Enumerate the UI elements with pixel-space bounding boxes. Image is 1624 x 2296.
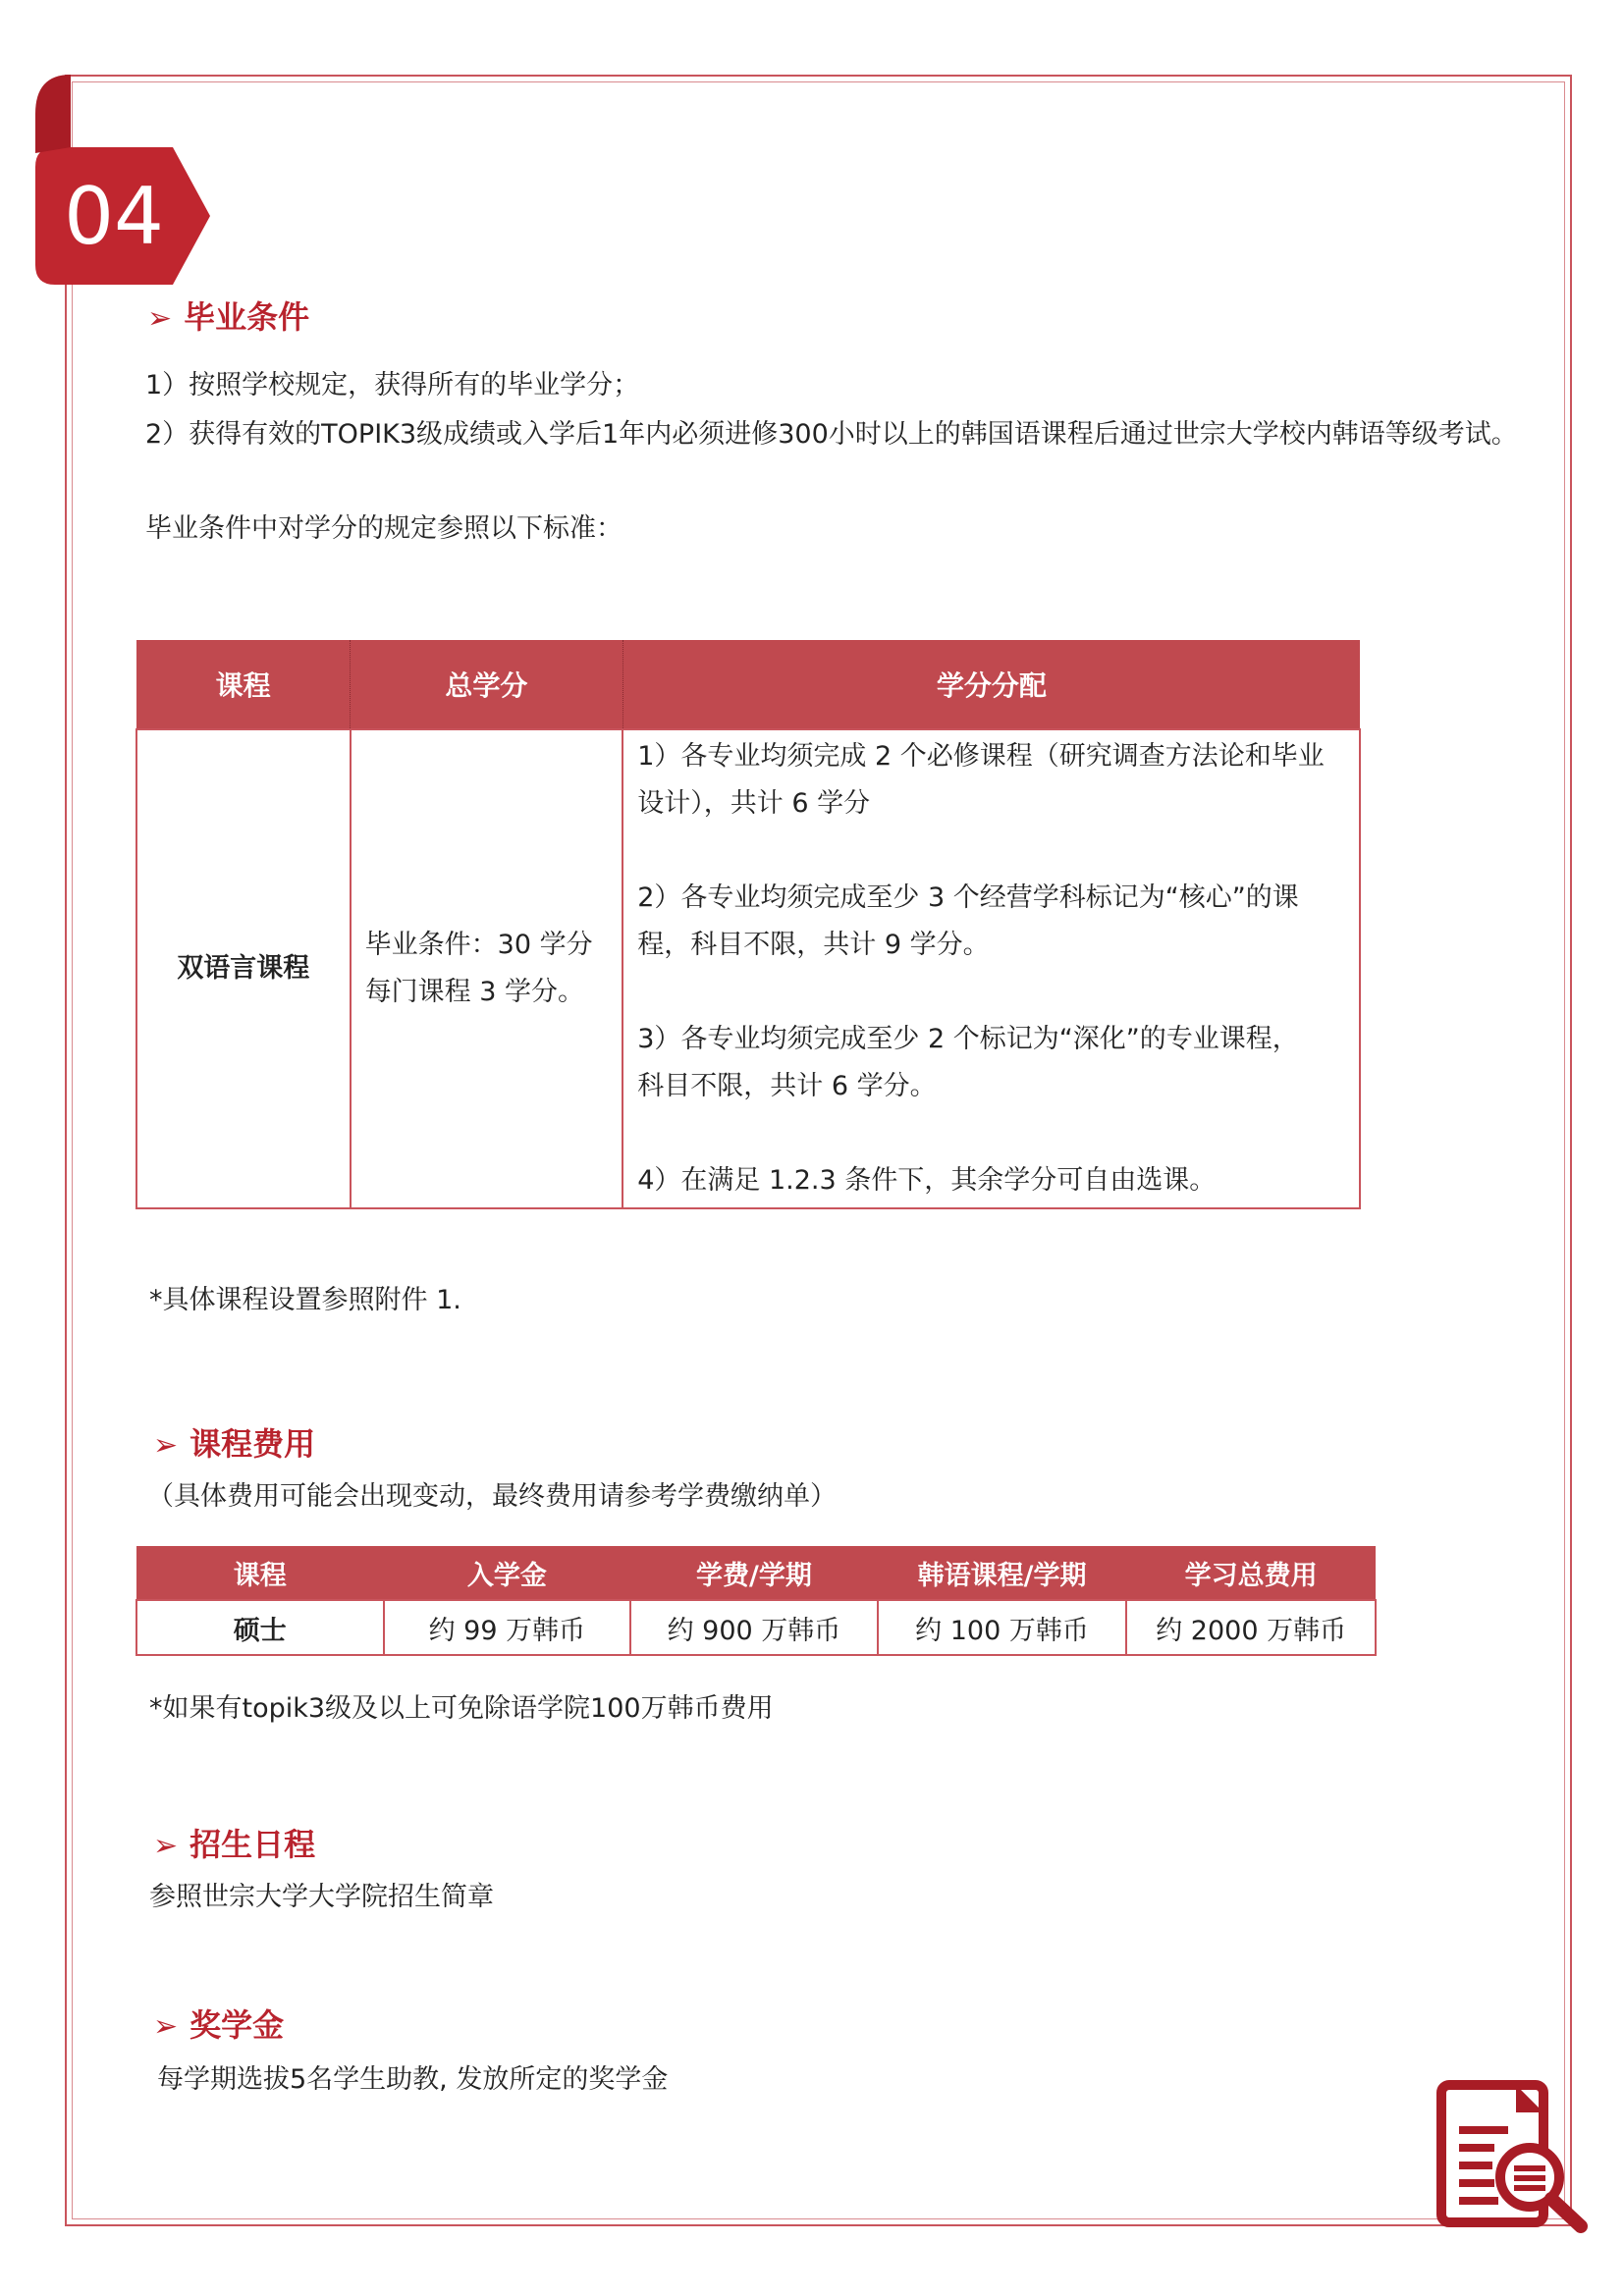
badge-fold-icon [35, 75, 75, 153]
fee-cell: 约 900 万韩币 [630, 1600, 878, 1655]
header-total-credits: 总学分 [351, 640, 623, 729]
total-credits-line: 毕业条件：30 学分 [364, 930, 593, 960]
header-course: 课程 [136, 640, 351, 729]
arrow-bullet-icon: ➢ [153, 1428, 179, 1463]
fee-cell: 约 2000 万韩币 [1126, 1600, 1376, 1655]
fee-header: 学习总费用 [1126, 1546, 1376, 1600]
table-row [136, 729, 1360, 1208]
fees-footnote: *如果有topik3级及以上可免除语学院100万韩币费用 [149, 1693, 774, 1724]
course-name: 双语言课程 [136, 729, 351, 1208]
fee-cell: 硕士 [136, 1600, 384, 1655]
credit-allocation [623, 729, 1360, 1208]
allocation-item-2: 2）各专业均须完成至少 3 个经营学科标记为“核心”的课 程，科目不限，共计 9 学分。 [637, 882, 1299, 960]
fees-table [135, 1546, 1377, 1656]
section-title-schedule: ➢ 招生日程 [153, 1826, 316, 1863]
credit-table-header [136, 640, 1360, 729]
fee-header: 课程 [136, 1546, 384, 1600]
document-search-icon [1435, 2079, 1593, 2236]
credit-footnote: *具体课程设置参照附件 1. [149, 1285, 461, 1315]
schedule-text: 参照世宗大学大学院招生简章 [149, 1882, 494, 1912]
fee-header: 韩语课程/学期 [878, 1546, 1127, 1600]
credit-table [135, 640, 1361, 1209]
arrow-bullet-icon: ➢ [153, 1829, 179, 1863]
allocation-item-1: 1）各专业均须完成 2 个必修课程（研究调查方法论和毕业 设计），共计 6 学分 [637, 741, 1325, 819]
page-number: 04 [64, 170, 164, 262]
section-title-scholarship: ➢ 奖学金 [153, 2006, 285, 2044]
total-credits-line: 每门课程 3 学分。 [364, 977, 584, 1007]
fee-cell: 约 100 万韩币 [878, 1600, 1127, 1655]
fees-subtitle: （具体费用可能会出现变动，最终费用请参考学费缴纳单） [147, 1481, 837, 1512]
fee-cell: 约 99 万韩币 [384, 1600, 631, 1655]
arrow-bullet-icon: ➢ [147, 301, 173, 336]
graduation-item-1: 1）按照学校规定，获得所有的毕业学分； [145, 370, 640, 400]
arrow-bullet-icon: ➢ [153, 2009, 179, 2044]
fee-header: 学费/学期 [630, 1546, 878, 1600]
section-title-fees: ➢ 课程费用 [153, 1425, 316, 1463]
header-allocation: 学分分配 [623, 640, 1360, 729]
fee-header: 入学金 [384, 1546, 631, 1600]
allocation-item-3: 3）各专业均须完成至少 2 个标记为“深化”的专业课程， 科目不限，共计 6 学分。 [637, 1024, 1299, 1101]
graduation-note: 毕业条件中对学分的规定参照以下标准： [145, 513, 623, 544]
allocation-item-4: 4）在满足 1.2.3 条件下，其余学分可自由选课。 [637, 1165, 1217, 1196]
scholarship-text: 每学期选拔5名学生助教, 发放所定的奖学金 [157, 2064, 669, 2095]
graduation-item-2: 2）获得有效的TOPIK3级成绩或入学后1年内必须进修300小时以上的韩国语课程后通过世宗大学校内韩语等级考试。 [145, 419, 1518, 450]
total-credits [351, 729, 623, 1208]
fees-table-header [136, 1546, 1376, 1600]
table-row [136, 1600, 1376, 1655]
section-title-graduation: ➢ 毕业条件 [147, 298, 310, 336]
